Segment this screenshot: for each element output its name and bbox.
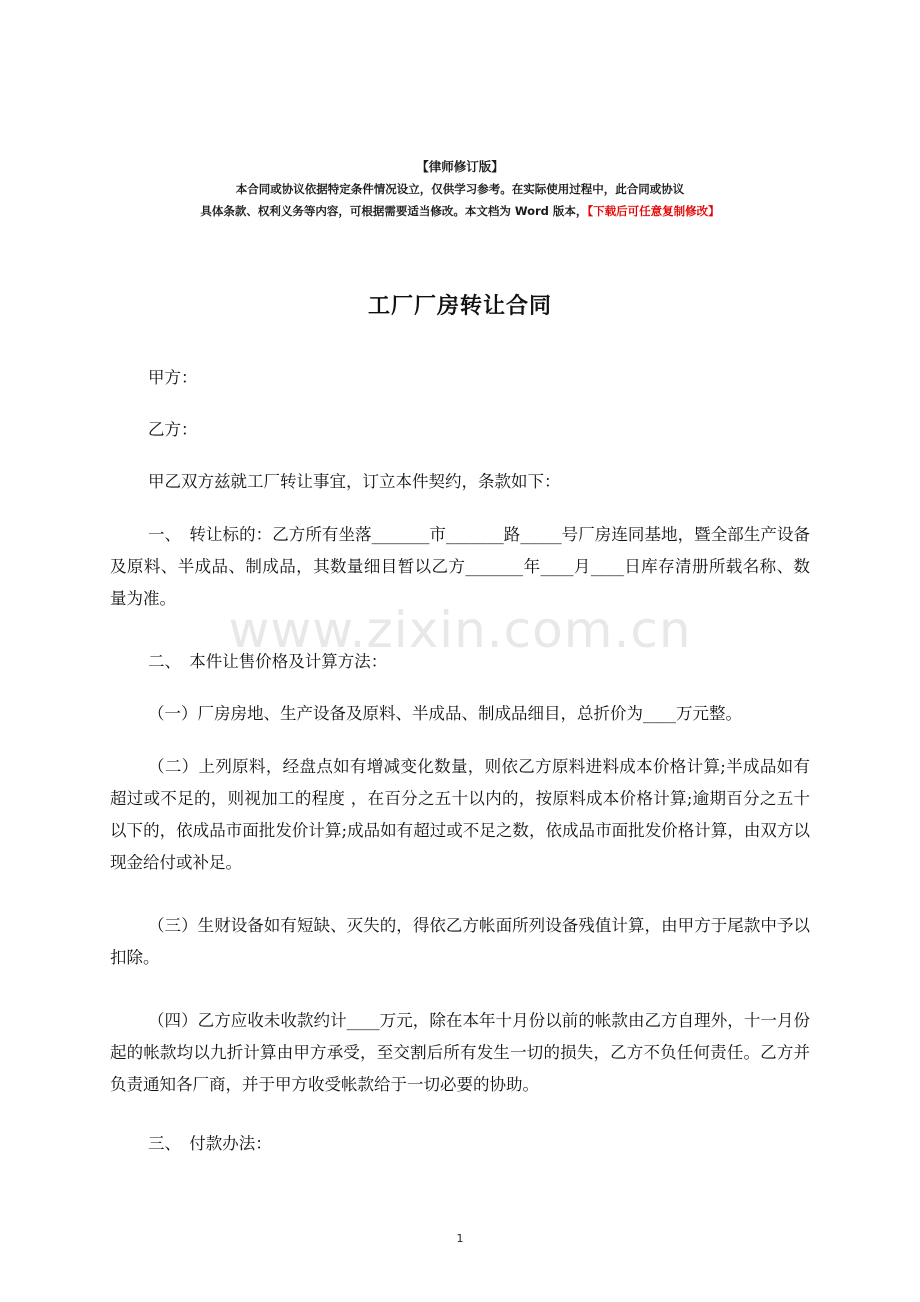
intro-paragraph: 甲乙双方兹就工厂转让事宜，订立本件契约，条款如下： [148,472,561,491]
disclaimer-line-1: 本合同或协议依据特定条件情况设立，仅供学习参考。在实际使用过程中，此合同或协议 [235,182,685,196]
revision-label: 【律师修订版】 [416,159,504,174]
party-b-line: 乙方： [148,420,198,439]
clause-2-item-4: （四）乙方应收未收款约计____万元，除在本年十月份以前的帐款由乙方自理外，十一月份起的帐款均以九折计算由甲方承受，至交割后所有发生一切的损失，乙方不负任何责任。乙方并负责通知各厂商，并于甲方收受帐款给于一切必要的协助。 [110,1011,810,1094]
disclaimer-line-2 [0,203,920,219]
clause-3-heading: 三、 付款办法： [148,1134,272,1153]
watermark: www.zixin.com.cn [228,601,692,659]
document-title: 工厂厂房转让合同 [367,294,552,319]
party-a-line: 甲方： [148,368,198,387]
clause-2-item-2: （二）上列原料，经盘点如有增减变化数量，则依乙方原料进料成本价格计算;半成品如有超过或不足的，则视加工的程度 ，在百分之五十以内的，按原料成本价格计算;逾期百分之五十以下的，依成品市面批发价计算;成品如有超过或不足之数，依成品市面批发价格计算，由双方以现金给付或补足。 [110,757,810,872]
clause-1: 一、 转让标的：乙方所有坐落_______市_______路_____号厂房连同基地，暨全部生产设备及原料、半成品、制成品，其数量细目暂以乙方_______年____月____日库存清册所载名称、数量为准。 [110,525,810,608]
download-highlight: 【下载后可任意复制修改】 [587,204,720,218]
disclaimer-line-2-text: 具体条款、权利义务等内容，可根据需要适当修改。本文档为 Word 版本， [200,204,588,218]
clause-2-heading: 二、 本件让售价格及计算方法： [148,652,388,671]
clause-2-item-3: （三）生财设备如有短缺、灭失的，得依乙方帐面所列设备残值计算，由甲方于尾款中予以扣除。 [110,916,810,967]
clause-2-item-1: （一）厂房房地、生产设备及原料、半成品、制成品细目，总折价为____万元整。 [148,704,742,723]
page-number: 1 [456,1232,464,1245]
